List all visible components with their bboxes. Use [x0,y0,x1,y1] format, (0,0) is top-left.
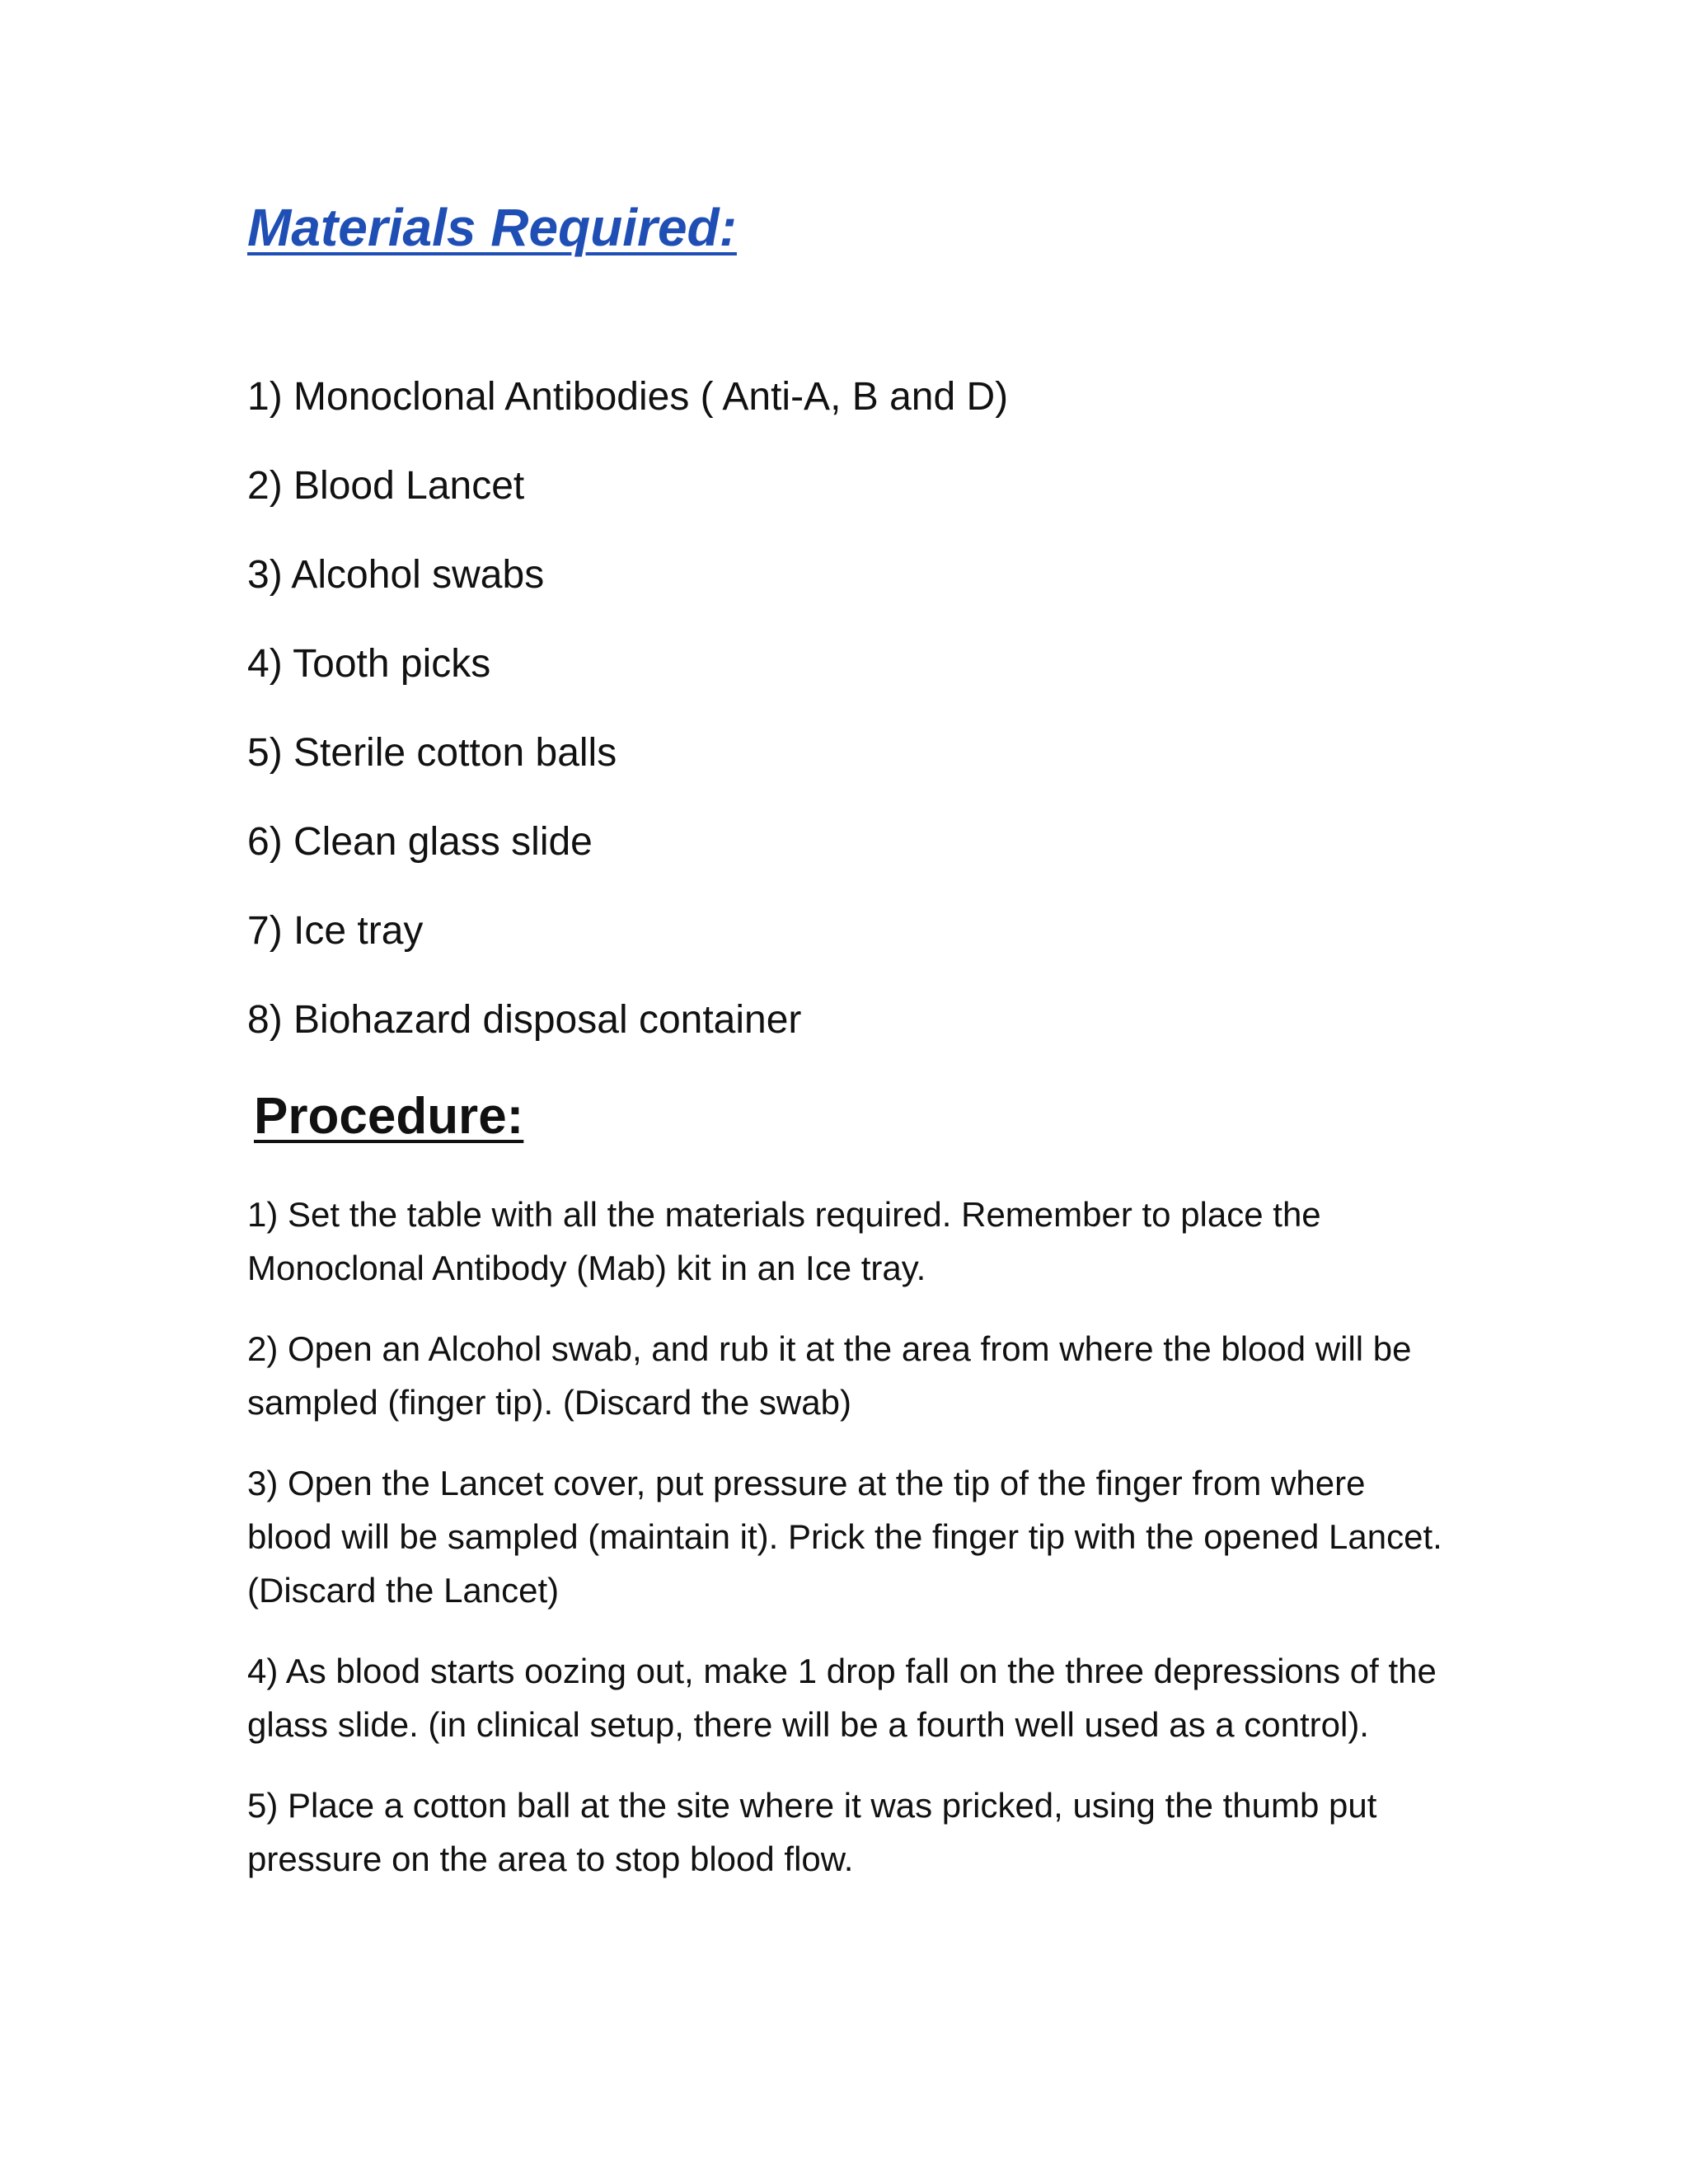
materials-item: 8) Biohazard disposal container [247,998,802,1042]
materials-item: 3) Alcohol swabs [247,553,545,597]
procedure-steps [247,1188,1451,1913]
materials-item: 4) Tooth picks [247,642,491,686]
procedure-step: 4) As blood starts oozing out, make 1 drop fall on the three depressions of the glass slide. (in clinical setup, there will be a fourth well used as a control). [247,1652,1437,1744]
procedure-step: 3) Open the Lancet cover, put pressure at the tip of the finger from where blood will be sampled (maintain it). Prick the finger tip with the opened Lancet.(Discard the Lancet) [247,1464,1442,1610]
materials-item: 6) Clean glass slide [247,820,593,864]
procedure-heading: Procedure: [254,1088,524,1145]
materials-item: 2) Blood Lancet [247,464,525,508]
procedure-step: 2) Open an Alcohol swab, and rub it at the area from where the blood will be sampled (finger tip). (Discard the swab) [247,1329,1412,1422]
materials-item: 5) Sterile cotton balls [247,731,617,775]
materials-list [247,373,1008,1085]
procedure-step: 1) Set the table with all the materials required. Remember to place the Monoclonal Antibody (Mab) kit in an Ice tray. [247,1195,1321,1287]
materials-item: 1) Monoclonal Antibodies ( Anti-A, B and D) [247,375,1009,419]
materials-heading: Materials Required: [247,198,737,257]
materials-item: 7) Ice tray [247,909,424,953]
procedure-step: 5) Place a cotton ball at the site where it was pricked, using the thumb put pressure on the area to stop blood flow. [247,1786,1377,1878]
